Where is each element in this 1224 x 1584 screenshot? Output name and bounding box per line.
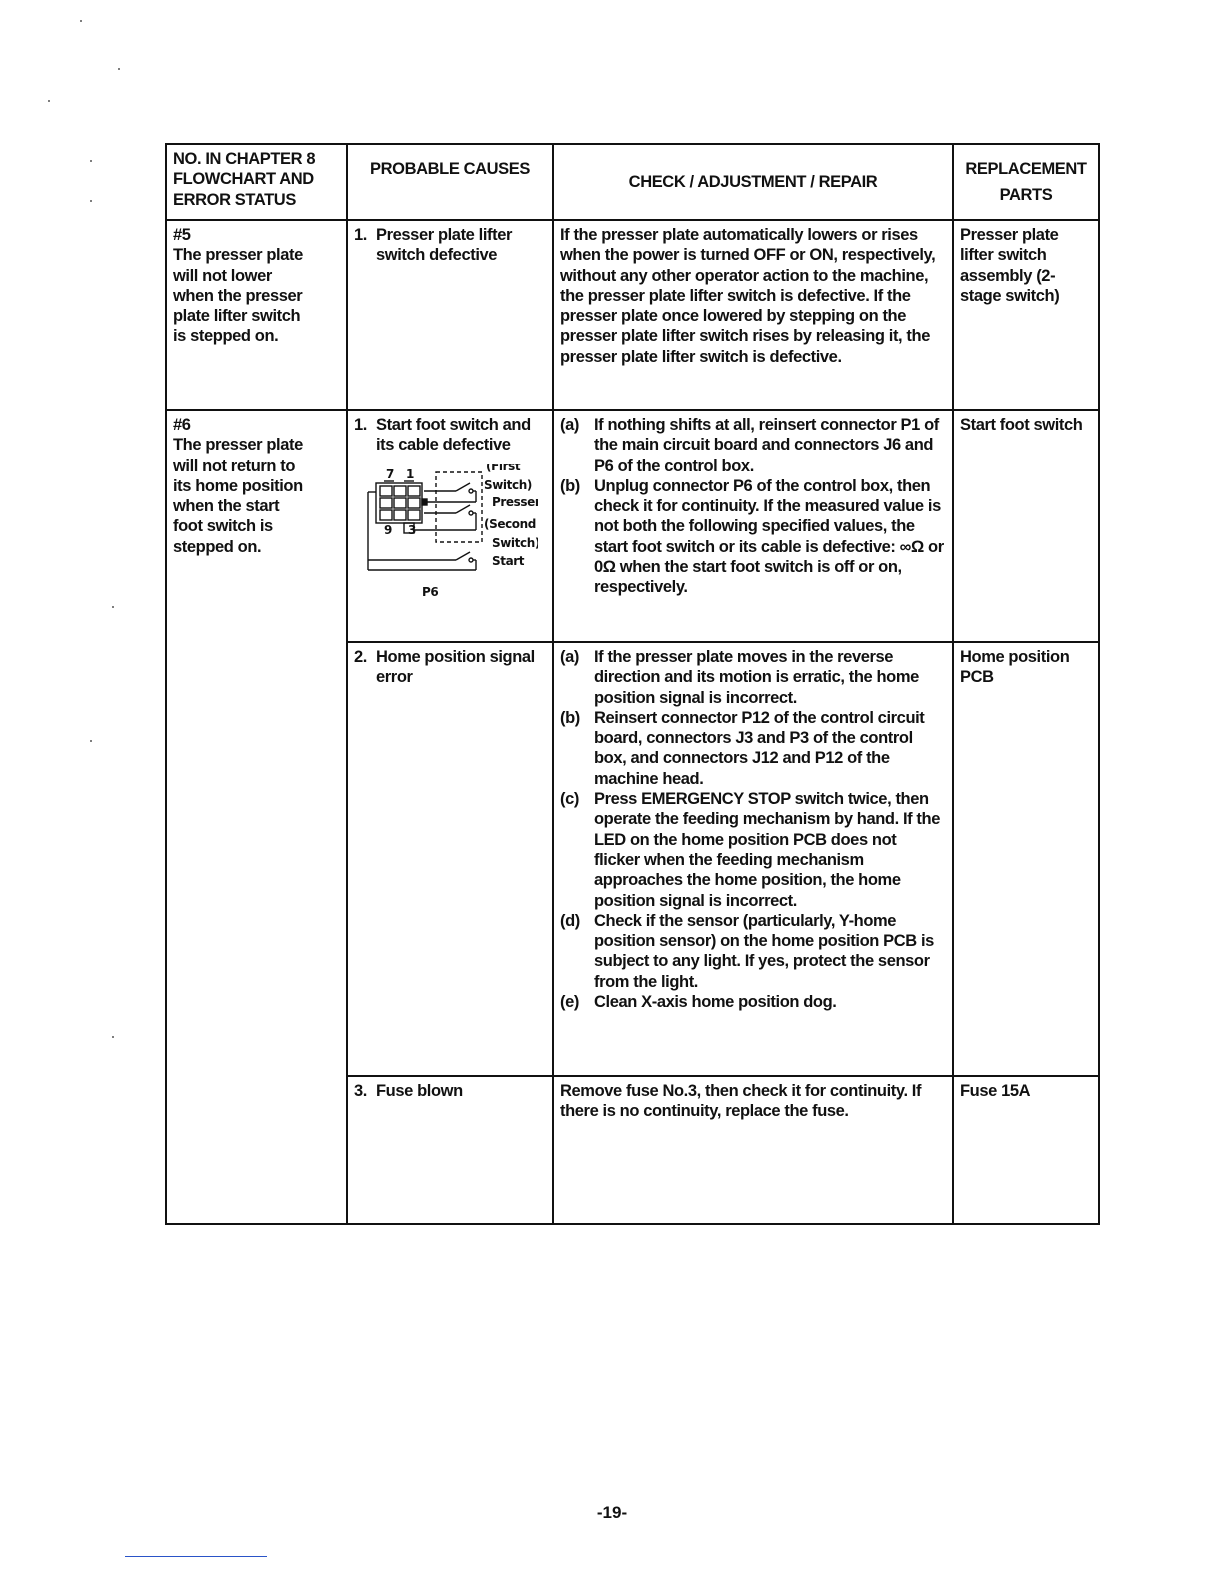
diagram-label-first: (First xyxy=(486,463,521,473)
diagram-pin-label: 3 xyxy=(408,522,416,537)
list-item: (a) If nothing shifts at all, reinsert connector P1 of the main circuit board and connectors J6 and P6 of the control box. xyxy=(560,416,939,475)
table-header-row xyxy=(166,144,1099,220)
page-number: -19- xyxy=(596,1503,628,1522)
status-cell: #6 The presser plate will not return to its home position when the start foot switch is stepped on. xyxy=(166,410,347,1224)
cause-cell: 1. Presser plate lifter switch defective xyxy=(347,220,553,410)
troubleshooting-table xyxy=(165,143,1100,1225)
parts-cell: Presser plate lifter switch assembly (2-stage switch) xyxy=(953,220,1099,410)
parts-cell: Home position PCB xyxy=(953,642,1099,1076)
scan-speck xyxy=(90,740,92,742)
cause-text: Fuse blown xyxy=(376,1082,463,1100)
check-cell: Remove fuse No.3, then check it for continuity. If there is no continuity, replace the fuse. xyxy=(553,1076,953,1224)
list-item: (b) Reinsert connector P12 of the control circuit board, connectors J3 and P3 of the control box, and connectors J12 and P12 of the machine head. xyxy=(560,708,925,788)
scan-speck xyxy=(118,68,120,70)
parts-cell: Fuse 15A xyxy=(953,1076,1099,1224)
header-parts: REPLACEMENT PARTS xyxy=(953,144,1099,220)
header-check: CHECK / ADJUSTMENT / REPAIR xyxy=(553,144,953,220)
diagram-label-start: Start xyxy=(492,553,525,568)
cause-cell: 2. Home position signal error xyxy=(347,642,553,1076)
list-item: (c) Press EMERGENCY STOP switch twice, then operate the feeding mechanism by hand. If the LED on the home position PCB does not flicker when the feeding mechanism approaches the home position, the home position signal is incorrect. xyxy=(560,790,940,910)
cause-text: Home position signal error xyxy=(376,648,535,687)
scan-speck xyxy=(112,1036,114,1038)
check-cell: If the presser plate automatically lowers or rises when the power is turned OFF or ON, respectively, without any other operator action to the machine, the presser plate lifter switch is defective. If the presser plate once lowered by stepping on the presser plate lifter switch rises by releasing it, the presser plate lifter switch is defective. xyxy=(553,220,953,410)
table-row xyxy=(166,220,1099,410)
check-cell xyxy=(553,642,953,1076)
cause-text: Presser plate lifter switch defective xyxy=(376,226,512,265)
diagram-pin-label: 7 xyxy=(386,466,394,481)
cause-cell: 1. Start foot switch and its cable defective 7 1 9 3 (First Switch) Presser (Second Switch) Start P6 xyxy=(347,410,553,642)
bottom-rule xyxy=(125,1556,267,1557)
parts-cell: Start foot switch xyxy=(953,410,1099,642)
scan-speck xyxy=(90,200,92,202)
diagram-pin-label: 9 xyxy=(384,522,392,537)
list-item: (a) If the presser plate moves in the reverse direction and its motion is erratic, the home position signal is incorrect. xyxy=(560,648,919,707)
list-item: (e) Clean X-axis home position dog. xyxy=(560,993,837,1012)
list-item: (d) Check if the sensor (particularly, Y-home position sensor) on the home position PCB is subject to any light. If yes, protect the sensor from the light. xyxy=(560,911,934,991)
check-cell xyxy=(553,410,953,642)
cause-text: Start foot switch and its cable defective xyxy=(376,416,531,455)
diagram-pin-label: 1 xyxy=(406,466,414,481)
cause-cell: 3. Fuse blown xyxy=(347,1076,553,1224)
scan-speck xyxy=(48,100,50,102)
diagram-label-presser: Presser xyxy=(492,494,538,509)
status-cell: #5 The presser plate will not lower when the presser plate lifter switch is stepped on. xyxy=(166,220,347,410)
diagram-label-first-switch: Switch) xyxy=(484,477,532,492)
list-item: (b) Unplug connector P6 of the control box, then check it for continuity. If the measured value is not both the following specified values, the start foot switch or its cable is defective: ∞Ω or 0Ω when the start foot switch is off or on, respectively. xyxy=(560,476,944,597)
scan-speck xyxy=(90,160,92,162)
diagram-label-second: (Second xyxy=(484,516,536,531)
header-causes: PROBABLE CAUSES xyxy=(347,144,553,220)
scan-speck xyxy=(80,20,82,22)
start-switch-wiring-diagram xyxy=(358,464,546,607)
diagram-connector-label: P6 xyxy=(422,584,439,599)
diagram-label-second-switch: Switch) xyxy=(492,535,538,550)
table-row xyxy=(166,410,1099,642)
wiring-diagram-svg xyxy=(358,464,538,602)
scan-speck xyxy=(112,606,114,608)
header-status: NO. IN CHAPTER 8 FLOWCHART AND ERROR STATUS xyxy=(166,144,347,220)
